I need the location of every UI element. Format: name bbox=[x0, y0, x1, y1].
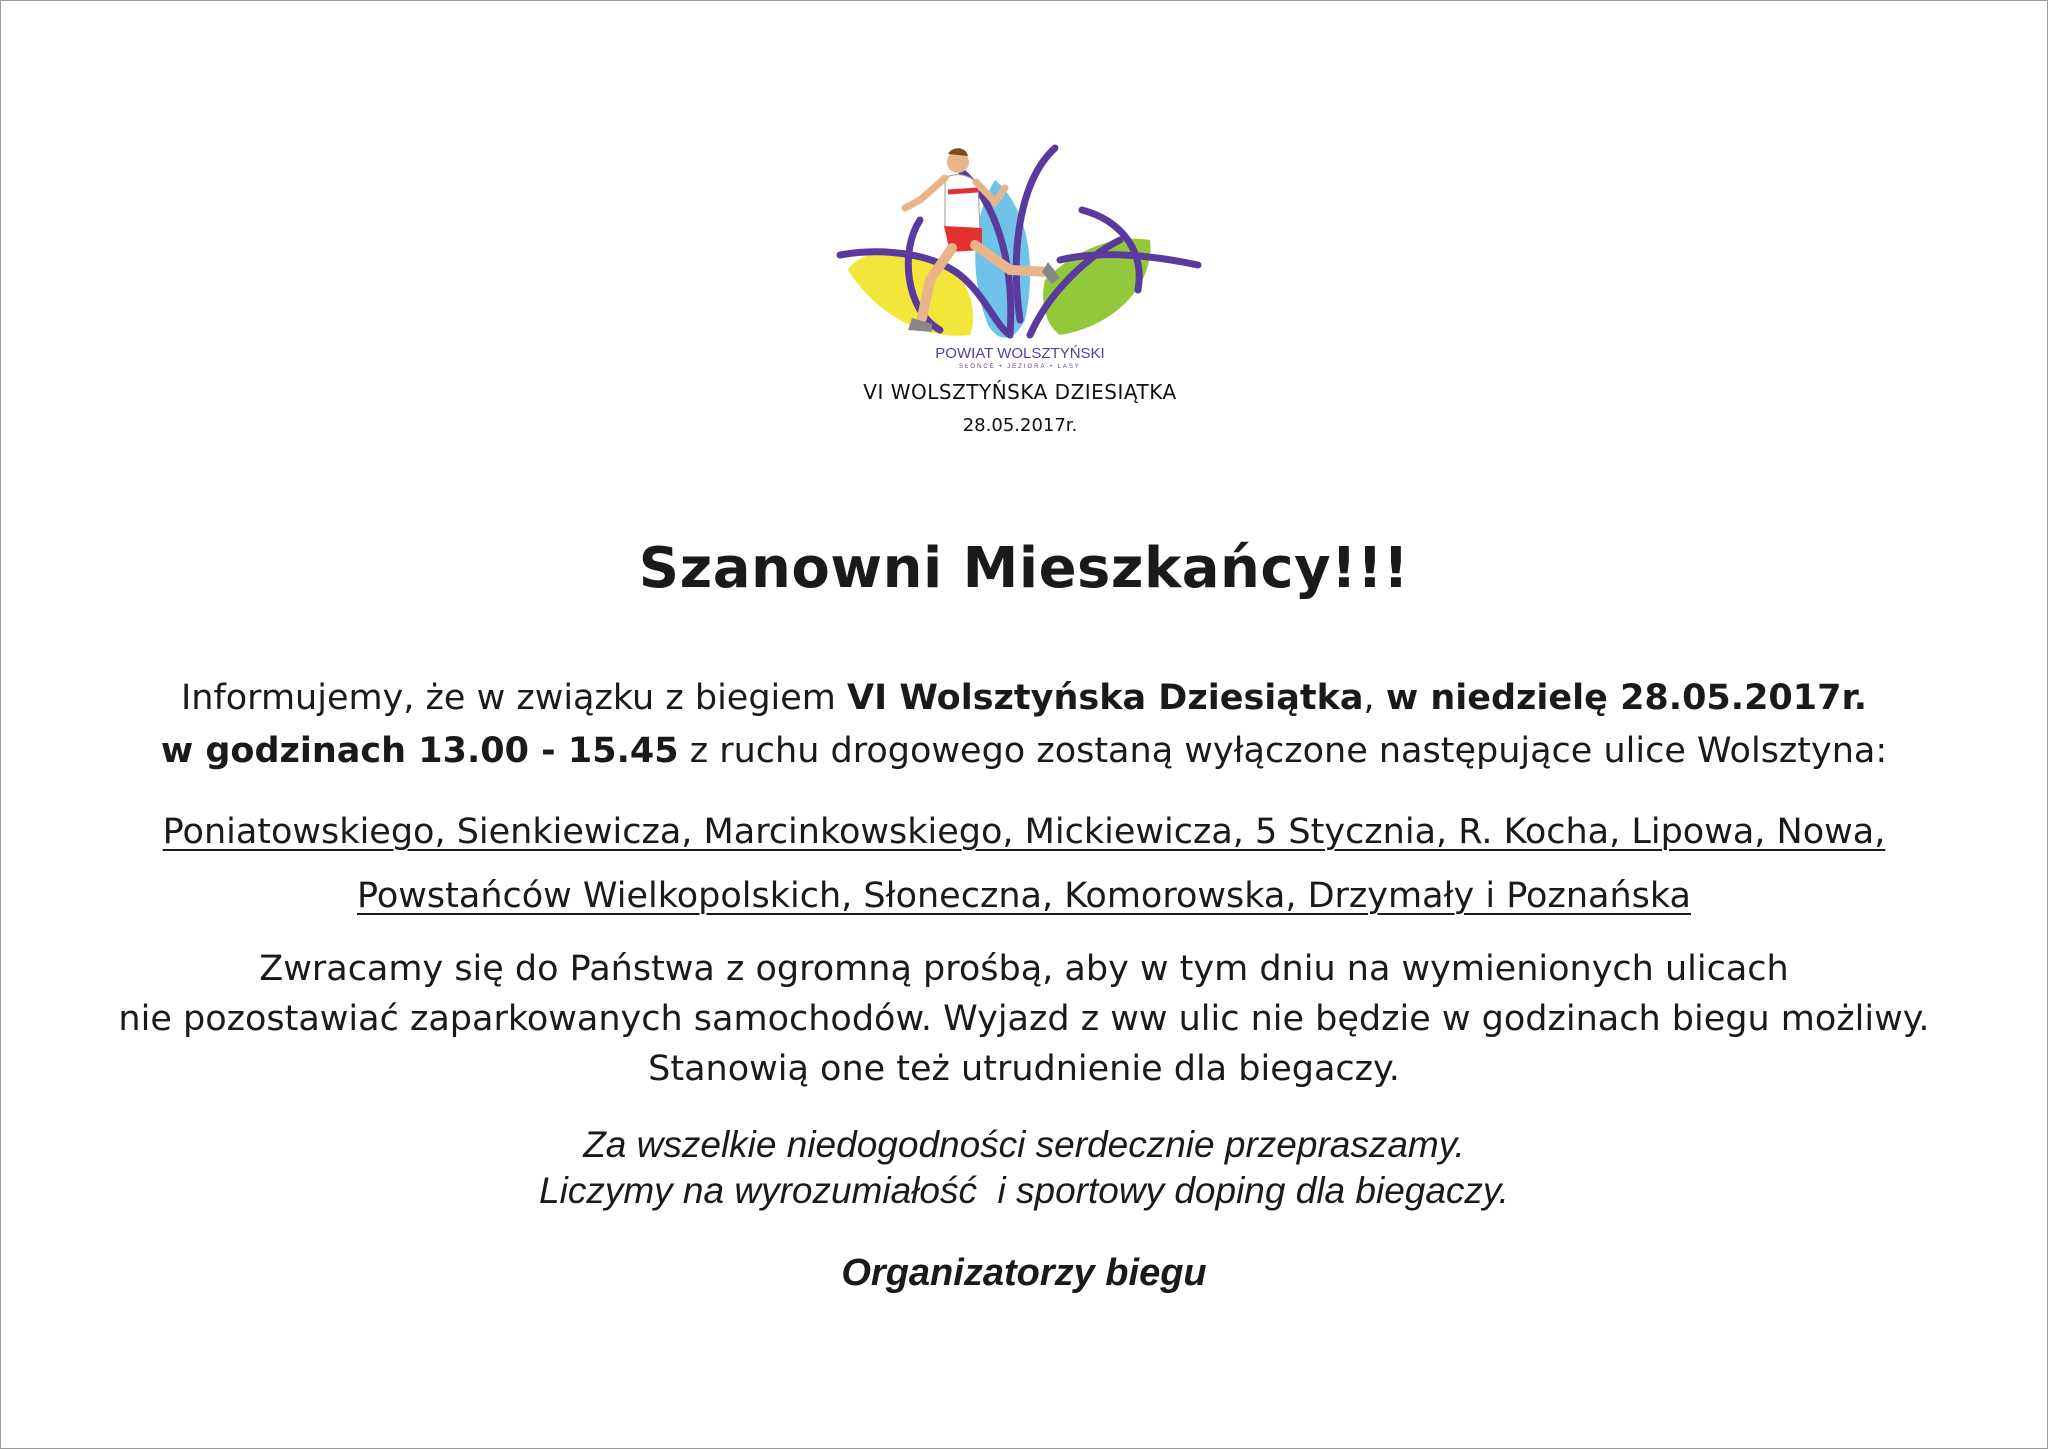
event-hours-bold: w godzinach 13.00 - 15.45 bbox=[160, 731, 679, 771]
request-line-2: nie pozostawiać zaparkowanych samochodów. Wyjazd z ww ulic nie będzie w godzinach biegu możliwy. bbox=[118, 999, 1930, 1039]
streets-line-2 bbox=[0, 864, 2048, 928]
apology-line-1: Za wszelkie niedogodności serdecznie przepraszamy. bbox=[583, 1124, 1465, 1165]
intro-comma: , bbox=[1363, 678, 1386, 718]
apology-paragraph bbox=[0, 1122, 2048, 1214]
intro-paragraph bbox=[0, 672, 2048, 778]
streets-list-2: Powstańców Wielkopolskich, Słoneczna, Komorowska, Drzymały i Poznańska bbox=[357, 876, 1691, 916]
event-logo bbox=[820, 140, 1220, 450]
closed-streets bbox=[0, 800, 2048, 928]
intro-text-2: z ruchu drogowego zostaną wyłączone następujące ulice Wolsztyna: bbox=[678, 731, 1888, 771]
event-date-bold: w niedzielę 28.05.2017r. bbox=[1385, 678, 1868, 718]
intro-line-2 bbox=[0, 725, 2048, 778]
streets-list-1: Poniatowskiego, Sienkiewicza, Marcinkowskiego, Mickiewicza, 5 Stycznia, R. Kocha, Lipowa, Nowa, bbox=[162, 812, 1886, 852]
request-paragraph bbox=[0, 944, 2048, 1094]
request-line-1: Zwracamy się do Państwa z ogromną prośbą, aby w tym dniu na wymienionych ulicach bbox=[259, 949, 1789, 989]
signature: Organizatorzy biegu bbox=[841, 1252, 1207, 1294]
apology-line-2: Liczymy na wyrozumiałość i sportowy doping dla biegaczy. bbox=[539, 1170, 1509, 1211]
intro-text: Informujemy, że w związku z biegiem bbox=[180, 678, 848, 718]
logo-emblem bbox=[820, 140, 1220, 350]
logo-event-name: VI WOLSZTYŃSKA DZIESIĄTKA bbox=[863, 380, 1177, 404]
logo-tagline: SŁOŃCE • JEZIORA • LASY bbox=[959, 364, 1081, 370]
intro-line-1 bbox=[0, 672, 2048, 725]
logo-county-text: POWIAT WOLSZTYŃSKI bbox=[935, 345, 1105, 362]
request-line-3: Stanowią one też utrudnienie dla biegaczy. bbox=[648, 1049, 1400, 1089]
logo-event-date: 28.05.2017r. bbox=[962, 415, 1078, 436]
page-title: Szanowni Mieszkańcy!!! bbox=[638, 536, 1410, 601]
event-name-bold: VI Wolsztyńska Dziesiątka bbox=[847, 678, 1364, 718]
streets-line-1 bbox=[0, 800, 2048, 864]
